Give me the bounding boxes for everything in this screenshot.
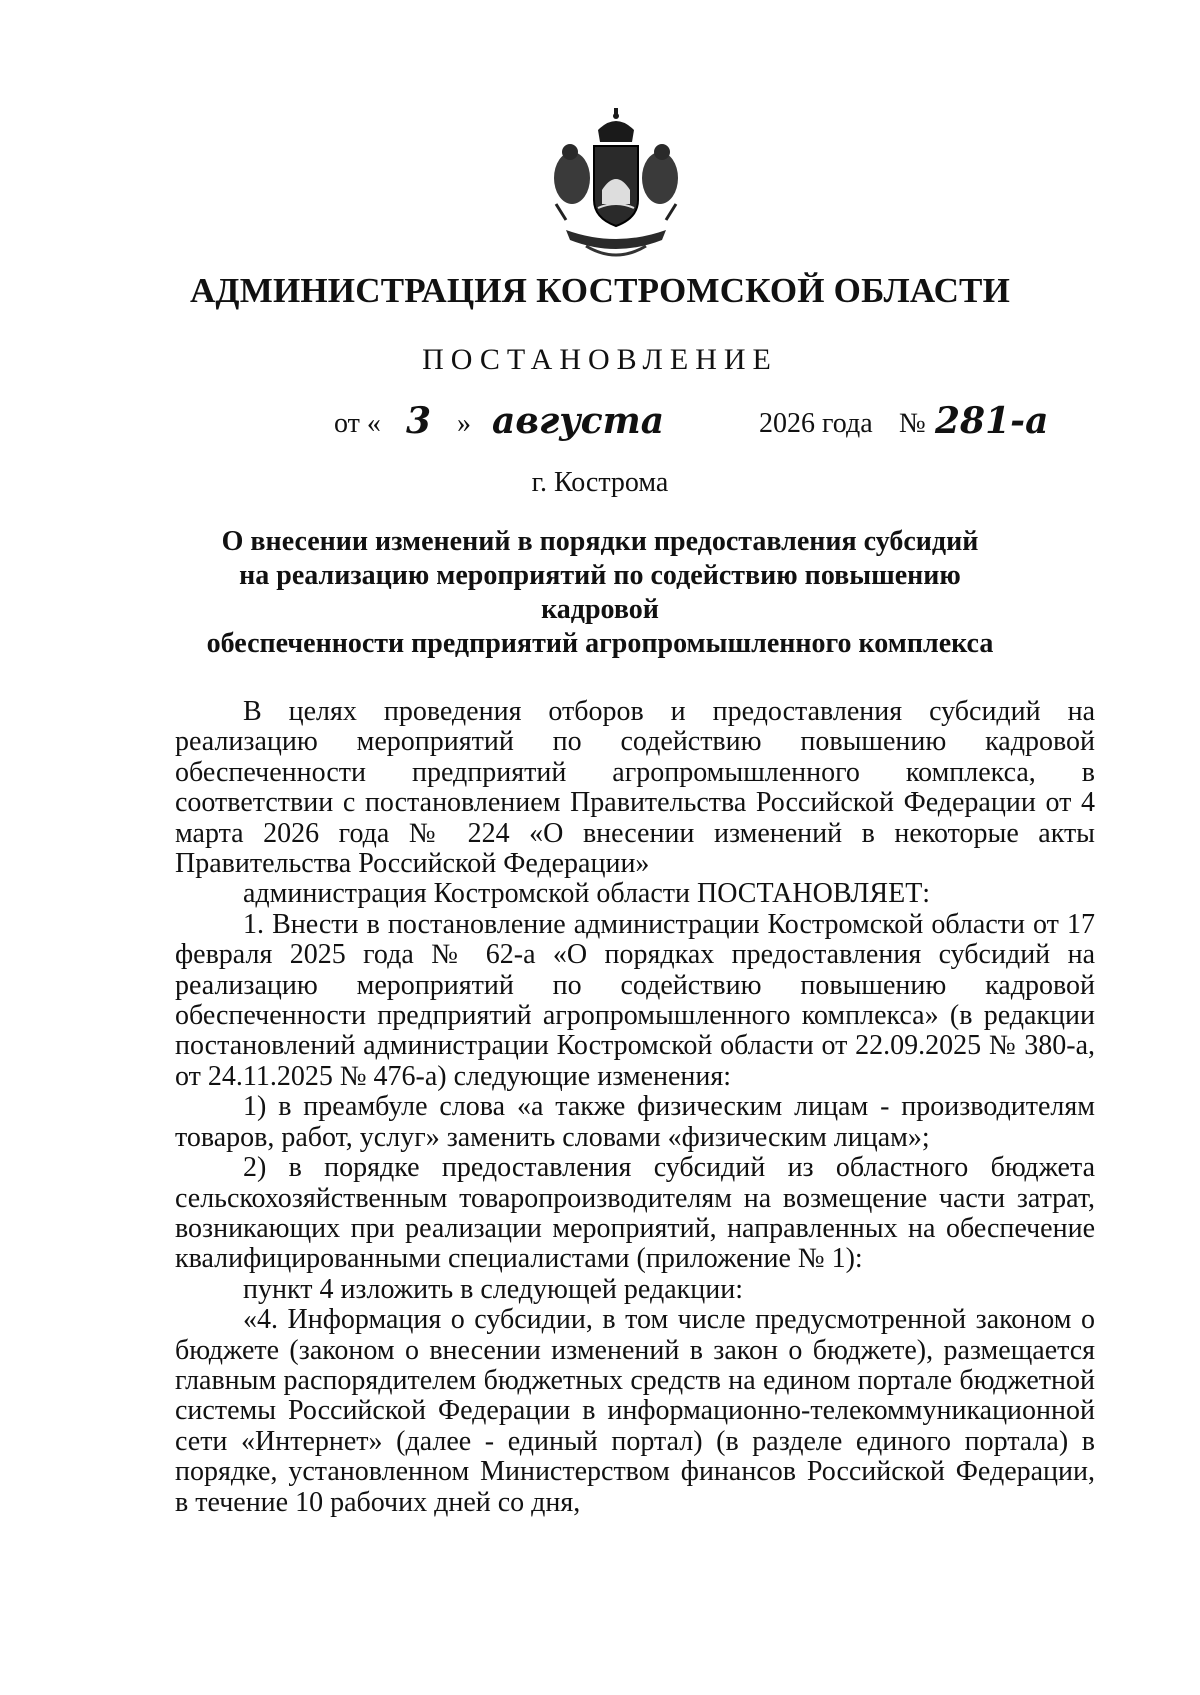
document-type: ПОСТАНОВЛЕНИЕ: [422, 343, 778, 376]
city: г. Кострома: [531, 467, 669, 498]
document-subject: [180, 525, 1020, 661]
subject-line: обеспеченности предприятий агропромышленного комплекса: [206, 628, 994, 659]
resolution-paragraph: администрация Костромской области ПОСТАНОВЛЯЕТ:: [243, 878, 931, 910]
organization-title: АДМИНИСТРАЦИЯ КОСТРОМСКОЙ ОБЛАСТИ: [189, 271, 1011, 310]
subclause-1-paragraph: 1) в преамбуле слова «а также физическим лицам - производителям товаров, работ, услуг» заменить словами «физическим лицам»;: [175, 1091, 1095, 1153]
number-sign: №: [899, 408, 926, 439]
document-body: [175, 697, 1095, 1518]
item-4-text-paragraph: «4. Информация о субсидии, в том числе предусмотренной законом о бюджете (законом о внесении изменений в закон о бюджете), размещается главным распорядителем бюджетных средств на едином портале бюджетной системы Российской Федерации в информационно-телекоммуникационной сети «Интернет» (далее - единый портал) (в разделе единого портала) в порядке, установленном Министерством финансов Российской Федерации, в течение 10 рабочих дней со дня,: [175, 1304, 1095, 1518]
subclause-2-paragraph: 2) в порядке предоставления субсидий из областного бюджета сельскохозяйственным товаропроизводителям на возмещение части затрат, возникающих при реализации мероприятий, направленных на обеспечение квалифицированными специалистами (приложение № 1):: [175, 1152, 1095, 1275]
date-quote-close: »: [457, 408, 471, 439]
item-4-intro-paragraph: пункт 4 изложить в следующей редакции:: [243, 1273, 743, 1305]
clause-1-paragraph: 1. Внести в постановление администрации Костромской области от 17 февраля 2025 года № 62-а «О порядках предоставления субсидий на реализацию мероприятий по содействию повышению кадровой обеспеченности предприятий агропромышленного комплекса» (в редакции постановлений администрации Костромской области от 22.09.2025 № 380-а, от 24.11.2025 № 476-а) следующие изменения:: [175, 908, 1095, 1092]
date-day: 3: [406, 400, 432, 442]
date-year: 2026 года: [759, 408, 873, 439]
document-number: 281-а: [935, 400, 1049, 442]
date-prefix: от «: [334, 408, 381, 439]
subject-line: на реализацию мероприятий по содействию повышению кадровой: [239, 560, 961, 625]
date-month: августа: [492, 400, 665, 442]
coat-of-arms-emblem: [536, 108, 696, 268]
preamble-paragraph: В целях проведения отборов и предоставления субсидий на реализацию мероприятий по содействию повышению кадровой обеспеченности предприятий агропромышленного комплекса, в соответствии с постановлением Правительства Российской Федерации от 4 марта 2026 года № 224 «О внесении изменений в некоторые акты Правительства Российской Федерации»: [175, 696, 1095, 880]
date-number-line: [0, 400, 1200, 450]
subject-line: О внесении изменений в порядки предоставления субсидий: [221, 526, 979, 557]
